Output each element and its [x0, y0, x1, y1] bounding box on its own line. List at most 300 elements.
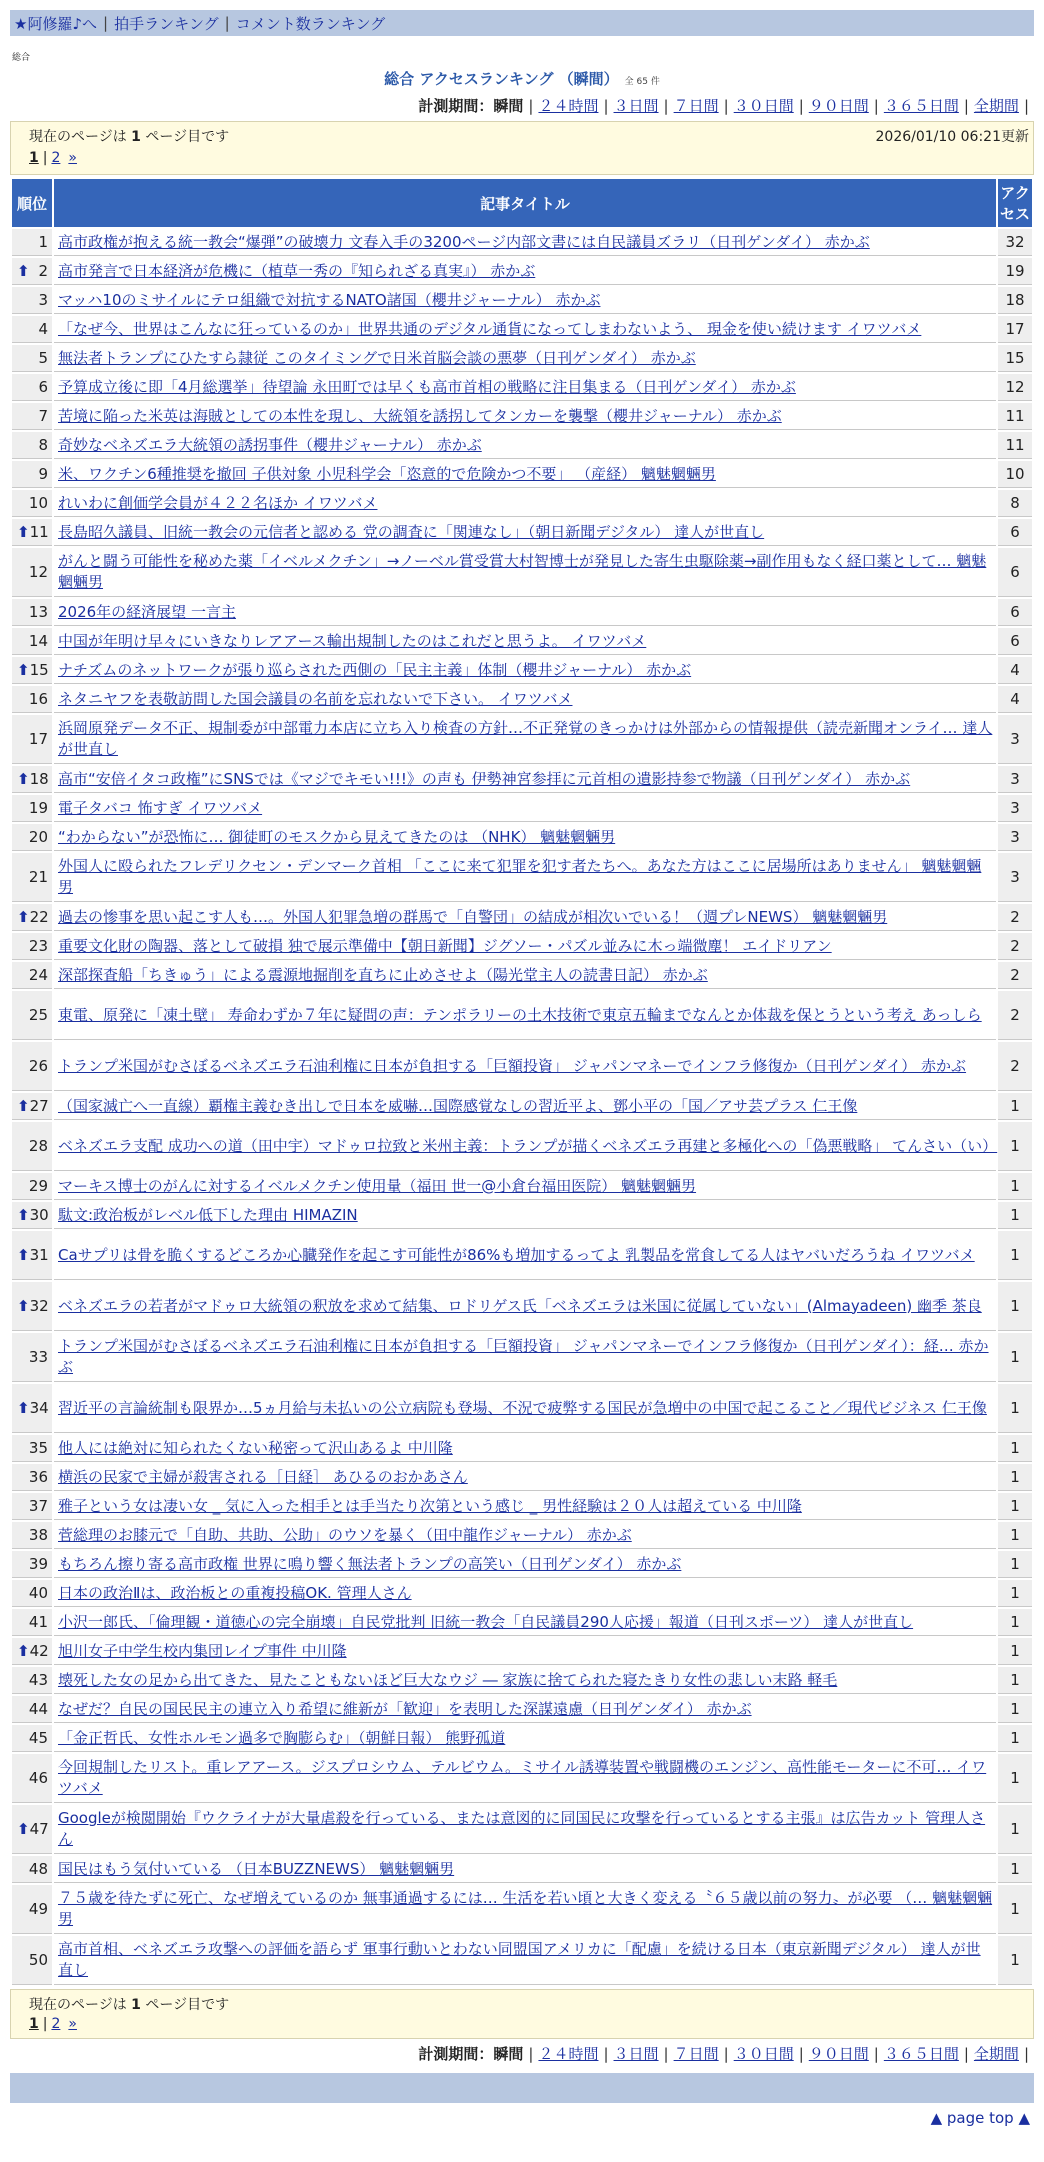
article-link[interactable]: （国家滅亡へ一直線）覇権主義むき出しで日本を威嚇…国際感覚なしの習近平よ、鄧小平の「国／アサ芸プラス 仁王像 — [58, 1096, 858, 1115]
title-cell — [54, 1122, 996, 1171]
article-link[interactable]: 奇妙なベネズエラ大統領の誘拐事件（櫻井ジャーナル） 赤かぶ — [58, 435, 482, 454]
article-link[interactable]: もちろん擦り寄る高市政権 世界に鳴り響く無法者トランプの高笑い（日刊ゲンダイ） 赤かぶ — [58, 1554, 682, 1573]
rank-number: 30 — [29, 1205, 49, 1224]
title-cell — [54, 795, 996, 822]
rank-up-arrow-icon: ⬆ — [17, 660, 30, 679]
rank-number: 37 — [28, 1496, 48, 1515]
title-cell — [54, 1333, 996, 1382]
period-separator: | — [1023, 2045, 1029, 2063]
access-count: 1 — [998, 1522, 1032, 1549]
article-link[interactable]: 中国が年明け早々にいきなりレアアース輸出規制したのはこれだと思うよ。 イワツバメ — [58, 631, 647, 650]
rank-cell — [12, 1202, 52, 1229]
table-row — [12, 686, 1032, 713]
updated-timestamp: 2026/01/10 06:21更新 — [875, 129, 1029, 145]
rank-cell — [12, 1805, 52, 1854]
rank-number: 29 — [28, 1176, 48, 1195]
rank-cell — [12, 1936, 52, 1985]
table-row — [12, 1936, 1032, 1985]
article-link[interactable]: 「なぜ今、世界はこんなに狂っているのか」世界共通のデジタル通貨になってしまわないよう、 現金を使い続けます イワツバメ — [58, 319, 922, 338]
rank-cell — [12, 432, 52, 459]
access-count: 1 — [998, 1551, 1032, 1578]
title-cell — [54, 715, 996, 764]
title-cell — [54, 1696, 996, 1723]
article-link[interactable]: 菅総理のお膝元で「自助、共助、公助」のウソを暴く（田中龍作ジャーナル） 赤かぶ — [58, 1525, 632, 1544]
article-link[interactable]: ナチズムのネットワークが張り巡らされた西側の「民主主義」体制（櫻井ジャーナル） 赤かぶ — [58, 660, 692, 679]
title-cell — [54, 1464, 996, 1491]
rank-up-arrow-icon: ⬆ — [17, 1205, 30, 1224]
rank-cell — [12, 599, 52, 626]
rank-number: 13 — [28, 602, 48, 621]
rank-number: 10 — [28, 493, 48, 512]
rank-cell — [12, 795, 52, 822]
article-link[interactable]: 予算成立後に即「4月総選挙」待望論 永田町では早くも高市首相の戦略に注目集まる（日刊ゲンダイ） 赤かぶ — [58, 377, 796, 396]
table-row — [12, 766, 1032, 793]
article-link[interactable]: 国民はもう気付いている （日本BUZZNEWS） 魑魅魍魎男 — [58, 1859, 455, 1878]
rank-number: 43 — [28, 1670, 48, 1689]
access-count: 3 — [998, 715, 1032, 764]
rank-cell — [12, 1042, 52, 1091]
period-link-5[interactable]: ３６５日間 — [883, 97, 959, 115]
top-nav — [10, 10, 1034, 36]
period-link-2[interactable]: ７日間 — [673, 97, 719, 115]
article-link[interactable]: マーキス博士のがんに対するイベルメクチン使用量（福田 世一@小倉台福田医院） 魑魅魍魎男 — [58, 1176, 697, 1195]
access-count: 1 — [998, 1173, 1032, 1200]
table-row — [12, 1231, 1032, 1280]
rank-cell — [12, 1522, 52, 1549]
table-row — [12, 1042, 1032, 1091]
rank-number: 46 — [28, 1768, 48, 1787]
rank-cell — [12, 715, 52, 764]
rank-cell — [12, 1384, 52, 1433]
rank-number: 6 — [38, 377, 48, 396]
title-cell — [54, 1202, 996, 1229]
rank-number: 23 — [28, 936, 48, 955]
page-title — [10, 68, 1034, 89]
rank-number: 5 — [38, 348, 48, 367]
rank-up-arrow-icon: ⬆ — [17, 261, 30, 280]
access-count: 6 — [998, 519, 1032, 546]
access-count: 1 — [998, 1122, 1032, 1171]
table-row — [12, 628, 1032, 655]
period-separator: | — [963, 2045, 969, 2063]
article-link[interactable]: 高市“安倍イタコ政権”にSNSでは《マジでキモい!!!》の声も 伊勢神宮参拝に元首相の遺影持参で物議（日刊ゲンダイ） 赤かぶ — [58, 769, 911, 788]
comment-ranking-link[interactable]: コメント数ランキング — [235, 14, 386, 33]
table-row — [12, 1551, 1032, 1578]
table-row — [12, 258, 1032, 285]
period-link-1[interactable]: ３日間 — [613, 97, 659, 115]
rank-number: 39 — [28, 1554, 48, 1573]
table-header — [12, 179, 1032, 227]
period-current: 瞬間 — [493, 2045, 524, 2063]
rank-number: 47 — [29, 1819, 49, 1838]
title-cell — [54, 519, 996, 546]
period-selector — [10, 95, 1034, 115]
table-row — [12, 345, 1032, 372]
title-cell — [54, 258, 996, 285]
page-top-link[interactable]: ▲ page top ▲ — [930, 2109, 1030, 2127]
table-row — [12, 1805, 1032, 1854]
article-link[interactable]: 米、ワクチン6種推奨を撤回 子供対象 小児科学会「恣意的で危険かつ不要」 （産経） 魑魅魍魎男 — [58, 464, 716, 483]
period-link-1[interactable]: ３日間 — [613, 2045, 659, 2063]
table-row — [12, 1667, 1032, 1694]
rank-number: 35 — [28, 1438, 48, 1457]
rank-cell — [12, 657, 52, 684]
title-cell — [54, 345, 996, 372]
access-count: 10 — [998, 461, 1032, 488]
page-2-link[interactable]: 2 — [51, 150, 61, 166]
title-cell — [54, 1754, 996, 1803]
rank-up-arrow-icon: ⬆ — [17, 769, 30, 788]
article-link[interactable]: 他人には絶対に知られたくない秘密って沢山あるよ 中川隆 — [58, 1438, 453, 1457]
period-separator: | — [963, 97, 969, 115]
rank-cell — [12, 490, 52, 517]
item-count: 全 65 件 — [624, 77, 660, 87]
title-cell — [54, 962, 996, 989]
article-link[interactable]: トランプ米国がむさぼるベネズエラ石油利権に日本が負担する「巨額投資」 ジャパンマネーでインフラ修復か（日刊ゲンダイ） 赤かぶ — [58, 1056, 967, 1075]
rank-up-arrow-icon: ⬆ — [17, 1641, 30, 1660]
period-separator: | — [873, 2045, 879, 2063]
title-cell — [54, 686, 996, 713]
access-count: 1 — [998, 1609, 1032, 1636]
table-row — [12, 715, 1032, 764]
next-page-link[interactable]: » — [68, 2016, 77, 2032]
rank-cell — [12, 1122, 52, 1171]
title-cell — [54, 1580, 996, 1607]
rank-cell — [12, 287, 52, 314]
article-link[interactable]: 日本の政治Ⅱは、政治板との重複投稿OK. 管理人さん — [58, 1583, 412, 1602]
access-count: 11 — [998, 432, 1032, 459]
access-count: 2 — [998, 933, 1032, 960]
article-link[interactable]: 浜岡原発データ不正、規制委が中部電力本店に立ち入り検査の方針…不正発覚のきっかけは外部からの情報提供（読売新聞オンライ… 達人が世直し — [58, 719, 993, 758]
period-link-3[interactable]: ３０日間 — [733, 97, 794, 115]
table-row — [12, 519, 1032, 546]
article-link[interactable]: 重要文化財の陶器、落として破損 独で展示準備中【朝日新聞】ジグソー・パズル並みに木っ端微塵！ エイドリアン — [58, 936, 832, 955]
title-cell — [54, 548, 996, 597]
period-current: 瞬間 — [493, 97, 524, 115]
article-link[interactable]: ７５歳を待たずに死亡、なぜ増えているのか 無事通過するには… 生活を若い頃と大きく変える〝６５歳以前の努力〟が必要 （… 魑魅魍魎男 — [58, 1889, 993, 1928]
table-row — [12, 1522, 1032, 1549]
rank-number: 16 — [28, 689, 48, 708]
applause-ranking-link[interactable]: 拍手ランキング — [114, 14, 219, 33]
title-cell — [54, 824, 996, 851]
access-count: 1 — [998, 1856, 1032, 1883]
title-cell — [54, 1493, 996, 1520]
article-link[interactable]: 駄文:政治板がレベル低下した理由 HIMAZIN — [58, 1205, 358, 1224]
rank-number: 3 — [38, 290, 48, 309]
table-row — [12, 461, 1032, 488]
access-count: 11 — [998, 403, 1032, 430]
article-link[interactable]: “わからない”が恐怖に… 御徒町のモスクから見えてきたのは （NHK） 魑魅魍魎男 — [58, 827, 616, 846]
period-link-2[interactable]: ７日間 — [673, 2045, 719, 2063]
rank-number: 25 — [28, 1005, 48, 1024]
current-page-text: 現在のページは 1 ページ目です — [29, 1997, 230, 2013]
rank-number: 17 — [28, 729, 48, 748]
table-row — [12, 1122, 1032, 1171]
rank-cell — [12, 904, 52, 931]
period-separator: | — [1023, 97, 1029, 115]
access-count: 18 — [998, 287, 1032, 314]
period-separator: | — [798, 2045, 804, 2063]
access-count: 2 — [998, 962, 1032, 989]
article-link[interactable]: 習近平の言論統制も限界か…5ヵ月給与未払いの公立病院も登場、不況で疲弊する国民が急増中の中国で起こること／現代ビジネス 仁王像 — [58, 1398, 987, 1417]
article-link[interactable]: Caサプリは骨を脆くするどころか心臓発作を起こす可能性が86%も増加するってよ 乳製品を常食してる人はヤバいだろうね イワツバメ — [58, 1245, 975, 1264]
rank-number: 8 — [38, 435, 48, 454]
rank-cell — [12, 519, 52, 546]
table-row — [12, 548, 1032, 597]
table-row — [12, 1885, 1032, 1934]
rank-cell — [12, 1231, 52, 1280]
rank-number: 44 — [28, 1699, 48, 1718]
ranking-table — [10, 177, 1034, 1987]
period-link-0[interactable]: ２４時間 — [538, 2045, 599, 2063]
article-link[interactable]: 横浜の民家で主婦が殺害される［日経］ あひるのおかあさん — [58, 1467, 468, 1486]
access-count: 8 — [998, 490, 1032, 517]
title-cell — [54, 1042, 996, 1091]
access-count: 1 — [998, 1435, 1032, 1462]
access-count: 2 — [998, 1042, 1032, 1091]
article-link[interactable]: 外国人に殴られたフレデリクセン・デンマーク首相 「ここに来て犯罪を犯す者たちへ。あなた方はここに居場所はありません」 魑魅魍魎男 — [58, 857, 982, 896]
rank-cell — [12, 1551, 52, 1578]
article-link[interactable]: 長島昭久議員、旧統一教会の元信者と認める 党の調査に「関連なし」（朝日新聞デジタル） 達人が世直し — [58, 522, 765, 541]
period-separator: | — [798, 97, 804, 115]
table-row — [12, 403, 1032, 430]
table-row — [12, 490, 1032, 517]
article-link[interactable]: 苦境に陥った米英は海賊としての本性を現し、大統領を誘拐してタンカーを襲撃（櫻井ジャーナル） 赤かぶ — [58, 406, 782, 425]
title-cell — [54, 1725, 996, 1752]
table-row — [12, 1638, 1032, 1665]
rank-cell — [12, 258, 52, 285]
rank-number: 18 — [29, 769, 49, 788]
access-count: 3 — [998, 853, 1032, 902]
article-link[interactable]: 2026年の経済展望 一言主 — [58, 602, 236, 621]
table-row — [12, 316, 1032, 343]
access-count: 3 — [998, 766, 1032, 793]
title-cell — [54, 1885, 996, 1934]
access-count: 2 — [998, 991, 1032, 1040]
article-link[interactable]: 高市発言で日本経済が危機に（植草一秀の『知られざる真実』） 赤かぶ — [58, 261, 536, 280]
access-count: 1 — [998, 1696, 1032, 1723]
page-links: 1 | 2 » — [29, 150, 77, 166]
article-link[interactable]: 雅子という女は凄い女 _ 気に入った相手とは手当たり次第という感じ _ 男性経験は２０人は超えている 中川隆 — [58, 1496, 802, 1515]
rank-cell — [12, 766, 52, 793]
article-link[interactable]: れいわに創価学会員が４２２名ほか イワツバメ — [58, 493, 378, 512]
access-count: 17 — [998, 316, 1032, 343]
rank-number: 27 — [29, 1096, 49, 1115]
title-cell — [54, 628, 996, 655]
table-row — [12, 1754, 1032, 1803]
access-count: 32 — [998, 229, 1032, 256]
nav-separator: | — [103, 14, 109, 32]
page-2-link[interactable]: 2 — [51, 2016, 61, 2032]
rank-number: 48 — [28, 1859, 48, 1878]
next-page-link[interactable]: » — [68, 150, 77, 166]
table-row — [12, 1435, 1032, 1462]
period-separator: | — [663, 2045, 669, 2063]
access-count: 1 — [998, 1805, 1032, 1854]
article-link[interactable]: 高市政権が抱える統一教会“爆弾”の破壊力 文春入手の3200ページ内部文書には自民議員ズラリ（日刊ゲンダイ） 赤かぶ — [58, 232, 870, 251]
rank-cell — [12, 1464, 52, 1491]
rank-number: 11 — [29, 522, 49, 541]
rank-number: 9 — [38, 464, 48, 483]
title-cell — [54, 1435, 996, 1462]
article-link[interactable]: ベネズエラの若者がマドゥロ大統領の釈放を求めて結集、ロドリゲス氏「ベネズエラは米国に従属していない」(Almayadeen) 幽季 茶良 — [58, 1296, 982, 1315]
access-count: 1 — [998, 1725, 1032, 1752]
table-row — [12, 1173, 1032, 1200]
article-link[interactable]: 電子タバコ 怖すぎ イワツバメ — [58, 798, 263, 817]
title-cell — [54, 1173, 996, 1200]
table-row — [12, 1464, 1032, 1491]
access-count: 4 — [998, 686, 1032, 713]
period-separator: | — [528, 97, 534, 115]
title-cell — [54, 1638, 996, 1665]
rank-cell — [12, 1493, 52, 1520]
table-row — [12, 599, 1032, 626]
rank-number: 26 — [28, 1056, 48, 1075]
table-row — [12, 962, 1032, 989]
rank-number: 1 — [38, 232, 48, 251]
table-row — [12, 1609, 1032, 1636]
period-link-4[interactable]: ９０日間 — [808, 2045, 869, 2063]
article-link[interactable]: 壊死した女の足から出てきた、見たこともないほど巨大なウジ ― 家族に捨てられた寝たきり女性の悲しい末路 軽毛 — [58, 1670, 838, 1689]
access-count: 1 — [998, 1936, 1032, 1985]
period-link-6[interactable]: 全期間 — [973, 2045, 1019, 2063]
rank-number: 28 — [28, 1136, 48, 1155]
rank-cell — [12, 1609, 52, 1636]
rank-cell — [12, 962, 52, 989]
access-count: 1 — [998, 1754, 1032, 1803]
table-row — [12, 1384, 1032, 1433]
article-link[interactable]: 過去の惨事を思い起こす人も…。外国人犯罪急増の群馬で「自警団」の結成が相次いでいる！（週プレNEWS） 魑魅魍魎男 — [58, 907, 888, 926]
article-link[interactable]: 「金正哲氏、女性ホルモン過多で胸膨らむ」（朝鮮日報） 熊野孤道 — [58, 1728, 506, 1747]
rank-up-arrow-icon: ⬆ — [17, 1096, 30, 1115]
rank-cell — [12, 1435, 52, 1462]
title-cell — [54, 316, 996, 343]
table-row — [12, 1282, 1032, 1331]
rank-number: 41 — [28, 1612, 48, 1631]
title-cell — [54, 991, 996, 1040]
article-link[interactable]: トランプ米国がむさぼるベネズエラ石油利権に日本が負担する「巨額投資」 ジャパンマネーでインフラ修復か（日刊ゲンダイ）：経… 赤かぶ — [58, 1337, 989, 1376]
rank-cell — [12, 1282, 52, 1331]
article-link[interactable]: ネタニヤフを表敬訪問した国会議員の名前を忘れないで下さい。 イワツバメ — [58, 689, 573, 708]
access-count: 6 — [998, 548, 1032, 597]
rank-cell — [12, 461, 52, 488]
period-separator: | — [723, 2045, 729, 2063]
page-1-current: 1 — [29, 2016, 39, 2032]
article-link[interactable]: 深部探査船「ちきゅう」による震源地掘削を直ちに止めさせよ（陽光堂主人の読書日記） 赤かぶ — [58, 965, 708, 984]
rank-number: 42 — [29, 1641, 49, 1660]
rank-cell — [12, 1173, 52, 1200]
rank-cell — [12, 686, 52, 713]
title-cell — [54, 374, 996, 401]
title-cell — [54, 403, 996, 430]
period-link-0[interactable]: ２４時間 — [538, 97, 599, 115]
title-cell — [54, 1093, 996, 1120]
article-link[interactable]: 東電、原発に「凍土壁」 寿命わずか７年に疑問の声：テンポラリーの土木技術で東京五輪までなんとか体裁を保とうという考え あっしら — [58, 1005, 982, 1024]
rank-up-arrow-icon: ⬆ — [17, 522, 30, 541]
article-link[interactable]: Googleが検閲開始『ウクライナが大量虐殺を行っている、または意図的に同国民に攻撃を行っているとする主張』は広告カット 管理人さん — [58, 1809, 986, 1848]
article-link[interactable]: がんと闘う可能性を秘めた薬「イベルメクチン」→ノーベル賞受賞大村智博士が発見した寄生虫駆除薬→副作用もなく経口薬として… 魑魅魍魎男 — [58, 552, 987, 591]
table-row — [12, 1856, 1032, 1883]
rank-up-arrow-icon: ⬆ — [17, 1819, 30, 1838]
article-link[interactable]: マッハ10のミサイルにテロ組織で対抗するNATO諸国（櫻井ジャーナル） 赤かぶ — [58, 290, 601, 309]
access-count: 3 — [998, 824, 1032, 851]
table-row — [12, 229, 1032, 256]
article-link[interactable]: ベネズエラ支配 成功への道（田中宇）マドゥロ拉致と米州主義：トランプが描くベネズエラ再建と多極化への「偽悪戦略」 てんさい（い） — [58, 1136, 998, 1155]
article-link[interactable]: 無法者トランプにひたすら隷従 このタイミングで日米首脳会談の悪夢（日刊ゲンダイ） 赤かぶ — [58, 348, 696, 367]
title-cell — [54, 1805, 996, 1854]
title-cell — [54, 1667, 996, 1694]
col-access: アクセス — [998, 179, 1032, 227]
title-cell — [54, 1609, 996, 1636]
table-row — [12, 824, 1032, 851]
rank-number: 38 — [28, 1525, 48, 1544]
table-row — [12, 853, 1032, 902]
title-cell — [54, 1856, 996, 1883]
article-link[interactable]: 小沢一郎氏、「倫理観・道徳心の完全崩壊」自民党批判 旧統一教会「自民議員290人応援」報道（日刊スポーツ） 達人が世直し — [58, 1612, 914, 1631]
title-cell — [54, 657, 996, 684]
title-cell — [54, 766, 996, 793]
table-row — [12, 374, 1032, 401]
rank-up-arrow-icon: ⬆ — [17, 1296, 30, 1315]
category-label: 総合 — [12, 53, 31, 63]
rank-number: 22 — [29, 907, 49, 926]
period-separator: | — [603, 97, 609, 115]
rank-cell — [12, 1333, 52, 1382]
table-row — [12, 933, 1032, 960]
rank-cell — [12, 628, 52, 655]
article-link[interactable]: 今回規制したリスト。重レアアース。ジスプロシウム、テルビウム。ミサイル誘導装置や戦闘機のエンジン、高性能モーターに不可… イワツバメ — [58, 1758, 987, 1797]
rank-cell — [12, 1667, 52, 1694]
access-count: 1 — [998, 1333, 1032, 1382]
period-selector-bottom — [10, 2043, 1034, 2063]
period-link-4[interactable]: ９０日間 — [808, 97, 869, 115]
period-link-6[interactable]: 全期間 — [973, 97, 1019, 115]
rank-number: 14 — [28, 631, 48, 650]
pager-box — [10, 121, 1034, 175]
title-cell — [54, 1282, 996, 1331]
table-row — [12, 1333, 1032, 1382]
rank-cell — [12, 933, 52, 960]
rank-cell — [12, 403, 52, 430]
rank-number: 19 — [28, 798, 48, 817]
access-count: 12 — [998, 374, 1032, 401]
rank-number: 4 — [38, 319, 48, 338]
article-link[interactable]: 旭川女子中学生校内集団レイプ事件 中川隆 — [58, 1641, 347, 1660]
rank-cell — [12, 1885, 52, 1934]
rank-cell — [12, 1725, 52, 1752]
title-cell — [54, 461, 996, 488]
table-row — [12, 657, 1032, 684]
access-count: 19 — [998, 258, 1032, 285]
rank-number: 49 — [28, 1899, 48, 1918]
access-count: 1 — [998, 1464, 1032, 1491]
rank-cell — [12, 853, 52, 902]
home-link[interactable]: ★阿修羅♪へ — [14, 14, 98, 33]
col-title: 記事タイトル — [54, 179, 996, 227]
access-count: 1 — [998, 1667, 1032, 1694]
rank-cell — [12, 1093, 52, 1120]
title-cell — [54, 490, 996, 517]
period-link-5[interactable]: ３６５日間 — [883, 2045, 959, 2063]
access-count: 1 — [998, 1493, 1032, 1520]
rank-number: 34 — [29, 1398, 49, 1417]
period-separator: | — [873, 97, 879, 115]
period-link-3[interactable]: ３０日間 — [733, 2045, 794, 2063]
article-link[interactable]: 高市首相、ベネズエラ攻撃への評価を語らず 軍事行動いとわない同盟国アメリカに「配慮」を続ける日本（東京新聞デジタル） 達人が世直し — [58, 1940, 981, 1979]
title-cell — [54, 853, 996, 902]
table-row — [12, 1725, 1032, 1752]
article-link[interactable]: なぜだ？自民の国民民主の連立入り希望に維新が「歓迎」を表明した深謀遠慮（日刊ゲンダイ） 赤かぶ — [58, 1699, 752, 1718]
